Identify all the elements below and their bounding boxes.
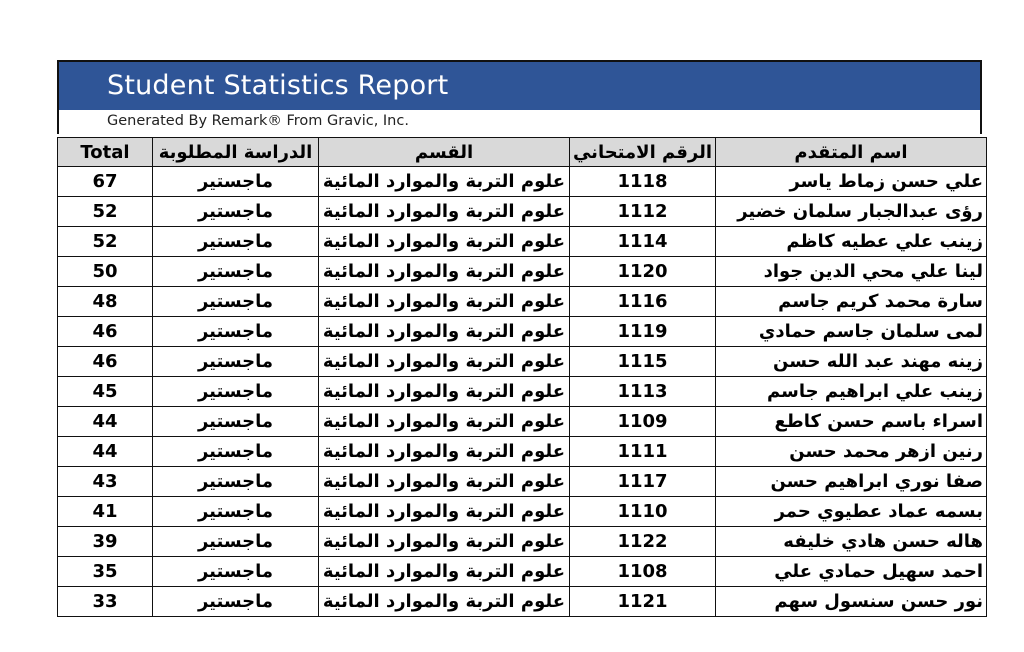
cell-name: بسمه عماد عطيوي حمر bbox=[716, 497, 987, 527]
cell-department: علوم التربة والموارد المائية bbox=[319, 467, 570, 497]
cell-study: ماجستير bbox=[153, 227, 319, 257]
table-row bbox=[58, 167, 987, 197]
table-row bbox=[58, 347, 987, 377]
cell-exam-number: 1116 bbox=[570, 287, 716, 317]
cell-total: 35 bbox=[58, 557, 153, 587]
cell-department: علوم التربة والموارد المائية bbox=[319, 407, 570, 437]
cell-exam-number: 1118 bbox=[570, 167, 716, 197]
cell-total: 46 bbox=[58, 347, 153, 377]
subtitle-box bbox=[57, 110, 982, 134]
cell-exam-number: 1117 bbox=[570, 467, 716, 497]
report-title: Student Statistics Report bbox=[107, 70, 449, 101]
cell-study: ماجستير bbox=[153, 317, 319, 347]
cell-exam-number: 1108 bbox=[570, 557, 716, 587]
cell-name: زينه مهند عبد الله حسن bbox=[716, 347, 987, 377]
table-row bbox=[58, 407, 987, 437]
cell-department: علوم التربة والموارد المائية bbox=[319, 257, 570, 287]
cell-name: زينب علي عطيه كاظم bbox=[716, 227, 987, 257]
cell-total: 44 bbox=[58, 437, 153, 467]
cell-study: ماجستير bbox=[153, 437, 319, 467]
cell-name: هاله حسن هادي خليفه bbox=[716, 527, 987, 557]
cell-name: اسراء باسم حسن كاطع bbox=[716, 407, 987, 437]
cell-department: علوم التربة والموارد المائية bbox=[319, 167, 570, 197]
cell-department: علوم التربة والموارد المائية bbox=[319, 347, 570, 377]
cell-total: 44 bbox=[58, 407, 153, 437]
cell-exam-number: 1109 bbox=[570, 407, 716, 437]
cell-exam-number: 1120 bbox=[570, 257, 716, 287]
cell-study: ماجستير bbox=[153, 257, 319, 287]
table-row bbox=[58, 227, 987, 257]
header-department: القسم bbox=[319, 138, 570, 167]
table-header-row bbox=[58, 138, 987, 167]
cell-department: علوم التربة والموارد المائية bbox=[319, 317, 570, 347]
header-exam-number: الرقم الامتحاني bbox=[570, 138, 716, 167]
cell-study: ماجستير bbox=[153, 347, 319, 377]
header-name: اسم المتقدم bbox=[716, 138, 987, 167]
cell-department: علوم التربة والموارد المائية bbox=[319, 557, 570, 587]
cell-study: ماجستير bbox=[153, 287, 319, 317]
cell-exam-number: 1113 bbox=[570, 377, 716, 407]
cell-department: علوم التربة والموارد المائية bbox=[319, 377, 570, 407]
header-study: الدراسة المطلوبة bbox=[153, 138, 319, 167]
cell-name: صفا نوري ابراهيم حسن bbox=[716, 467, 987, 497]
cell-department: علوم التربة والموارد المائية bbox=[319, 497, 570, 527]
cell-department: علوم التربة والموارد المائية bbox=[319, 437, 570, 467]
cell-exam-number: 1114 bbox=[570, 227, 716, 257]
report-subtitle: Generated By Remark® From Gravic, Inc. bbox=[107, 113, 409, 129]
table-row bbox=[58, 557, 987, 587]
cell-department: علوم التربة والموارد المائية bbox=[319, 287, 570, 317]
cell-name: رؤى عبدالجبار سلمان خضير bbox=[716, 197, 987, 227]
cell-exam-number: 1110 bbox=[570, 497, 716, 527]
cell-total: 43 bbox=[58, 467, 153, 497]
table-row bbox=[58, 497, 987, 527]
cell-total: 39 bbox=[58, 527, 153, 557]
cell-total: 41 bbox=[58, 497, 153, 527]
table-row bbox=[58, 527, 987, 557]
cell-total: 33 bbox=[58, 587, 153, 617]
cell-exam-number: 1112 bbox=[570, 197, 716, 227]
cell-exam-number: 1122 bbox=[570, 527, 716, 557]
table-row bbox=[58, 377, 987, 407]
cell-study: ماجستير bbox=[153, 497, 319, 527]
cell-study: ماجستير bbox=[153, 587, 319, 617]
table-row bbox=[58, 467, 987, 497]
cell-name: علي حسن زماط ياسر bbox=[716, 167, 987, 197]
cell-name: زينب علي ابراهيم جاسم bbox=[716, 377, 987, 407]
cell-study: ماجستير bbox=[153, 527, 319, 557]
table-row bbox=[58, 317, 987, 347]
table-row bbox=[58, 257, 987, 287]
cell-total: 48 bbox=[58, 287, 153, 317]
cell-total: 52 bbox=[58, 227, 153, 257]
header-total: Total bbox=[58, 138, 153, 167]
cell-study: ماجستير bbox=[153, 167, 319, 197]
cell-department: علوم التربة والموارد المائية bbox=[319, 587, 570, 617]
cell-name: رنين ازهر محمد حسن bbox=[716, 437, 987, 467]
cell-exam-number: 1115 bbox=[570, 347, 716, 377]
cell-name: لمى سلمان جاسم حمادي bbox=[716, 317, 987, 347]
table-body bbox=[58, 167, 987, 617]
title-bar bbox=[57, 60, 982, 110]
cell-study: ماجستير bbox=[153, 407, 319, 437]
cell-exam-number: 1121 bbox=[570, 587, 716, 617]
cell-exam-number: 1111 bbox=[570, 437, 716, 467]
cell-name: احمد سهيل حمادي علي bbox=[716, 557, 987, 587]
cell-study: ماجستير bbox=[153, 467, 319, 497]
cell-name: لينا علي محي الدين جواد bbox=[716, 257, 987, 287]
table-row bbox=[58, 197, 987, 227]
cell-study: ماجستير bbox=[153, 197, 319, 227]
cell-total: 46 bbox=[58, 317, 153, 347]
cell-name: نور حسن سنسول سهم bbox=[716, 587, 987, 617]
table-row bbox=[58, 587, 987, 617]
cell-total: 45 bbox=[58, 377, 153, 407]
student-table bbox=[57, 137, 987, 617]
cell-study: ماجستير bbox=[153, 557, 319, 587]
cell-total: 50 bbox=[58, 257, 153, 287]
table-row bbox=[58, 437, 987, 467]
cell-name: سارة محمد كريم جاسم bbox=[716, 287, 987, 317]
cell-department: علوم التربة والموارد المائية bbox=[319, 197, 570, 227]
table-row bbox=[58, 287, 987, 317]
cell-study: ماجستير bbox=[153, 377, 319, 407]
cell-total: 67 bbox=[58, 167, 153, 197]
cell-exam-number: 1119 bbox=[570, 317, 716, 347]
cell-department: علوم التربة والموارد المائية bbox=[319, 527, 570, 557]
cell-total: 52 bbox=[58, 197, 153, 227]
cell-department: علوم التربة والموارد المائية bbox=[319, 227, 570, 257]
